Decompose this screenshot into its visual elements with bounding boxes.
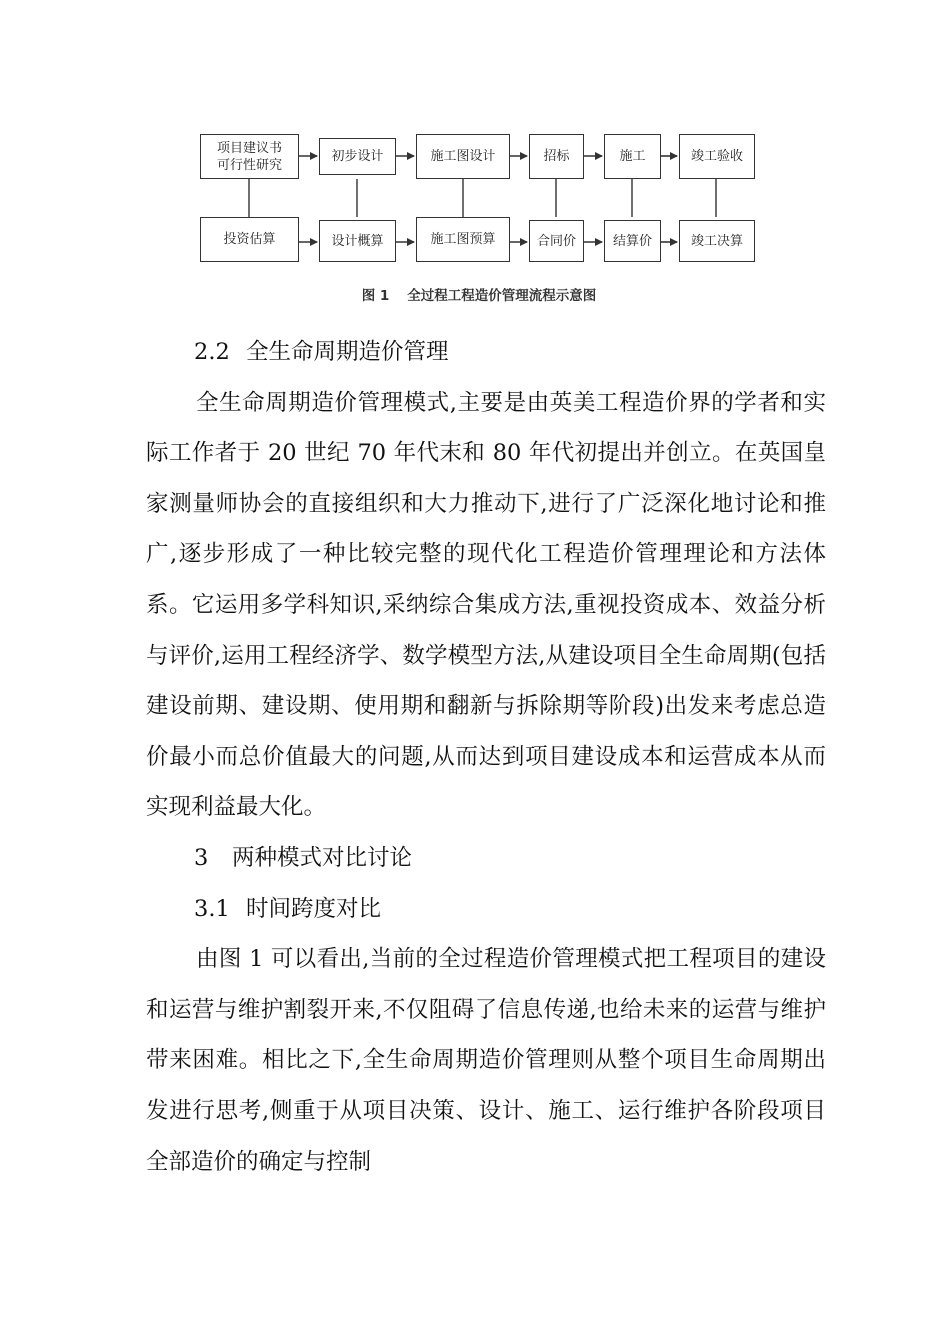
section-title: 时间跨度对比 <box>246 895 382 922</box>
flow-box-final-accounts: 竣工决算 <box>679 220 755 262</box>
process-flow-figure <box>190 122 768 312</box>
section-number: 3.1 <box>194 895 230 922</box>
flow-box-construction-drawing-design: 施工图设计 <box>416 134 510 179</box>
flow-box-design-budget: 设计概算 <box>319 220 396 262</box>
flow-box-bidding: 招标 <box>529 134 584 179</box>
flow-box-investment-estimate: 投资估算 <box>200 217 299 262</box>
figure-caption <box>190 284 768 304</box>
flow-box-settlement-price: 结算价 <box>604 220 661 262</box>
paragraph-time-span-comparison: 由图 1 可以看出,当前的全过程造价管理模式把工程项目的建设和运营与维护割裂开来,不仅阻碍了信息传递,也给未来的运营与维护带来困难。相比之下,全生命周期造价管理则从整个项目生命周期出发进行思考,侧重于从项目决策、设计、施工、运行维护各阶段项目全部造价的确定与控制 <box>146 946 826 1175</box>
section-heading-3-1 <box>146 884 826 935</box>
flow-box-feasibility: 项目建议书 可行性研究 <box>200 134 299 179</box>
flow-box-preliminary-design: 初步设计 <box>319 138 396 175</box>
section-title: 全生命周期造价管理 <box>246 339 449 365</box>
figure-caption-number: 图 1 <box>361 288 390 304</box>
figure-caption-title: 全过程工程造价管理流程示意图 <box>407 288 597 304</box>
flow-box-drawing-budget: 施工图预算 <box>416 217 510 262</box>
section-title: 两种模式对比讨论 <box>232 844 413 871</box>
flow-box-contract-price: 合同价 <box>529 220 584 262</box>
article-body <box>146 327 826 1187</box>
section-heading-3 <box>146 833 826 884</box>
section-heading-2-2 <box>146 327 826 378</box>
flow-box-construction: 施工 <box>604 134 661 179</box>
flow-box-completion-acceptance: 竣工验收 <box>679 134 755 179</box>
section-number: 2.2 <box>194 339 230 365</box>
paragraph-lifecycle-management: 全生命周期造价管理模式,主要是由英美工程造价界的学者和实际工作者于 20 世纪 70 年代末和 80 年代初提出并创立。在英国皇家测量师协会的直接组织和大力推动下,进行了广泛深化地讨论和推广,逐步形成了一种比较完整的现代化工程造价管理理论和方法体系。它运用多学科知识,采纳综合集成方法,重视投资成本、效益分析与评价,运用工程经济学、数学模型方法,从建设项目全生命周期(包括建设前期、建设期、使用期和翻新与拆除期等阶段)出发来考虑总造价最小而总价值最大的问题,从而达到项目建设成本和运营成本从而实现利益最大化。 <box>146 389 826 821</box>
section-number: 3 <box>194 844 209 871</box>
